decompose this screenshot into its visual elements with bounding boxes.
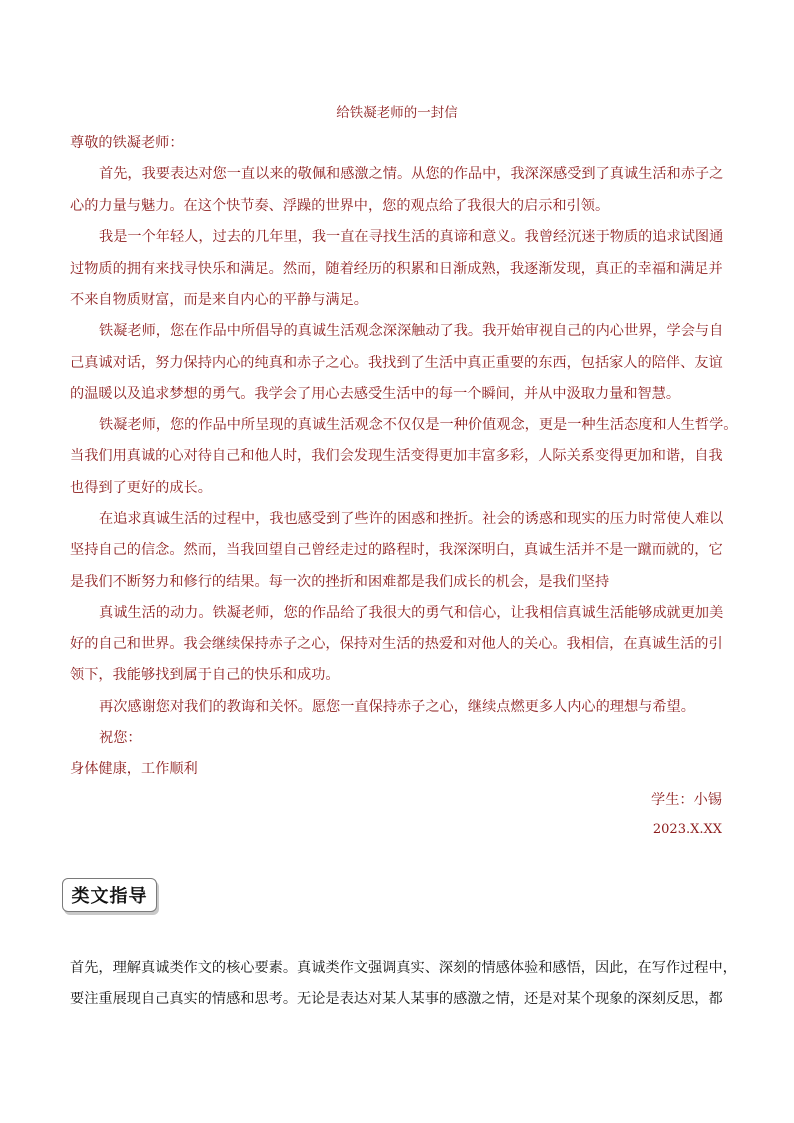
letter-line: 首先，我要表达对您一直以来的敬佩和感激之情。从您的作品中，我深深感受到了真诚生活和赤子之 — [99, 166, 724, 182]
letter-line: 再次感谢您对我们的教诲和关怀。愿您一直保持赤子之心，继续点燃更多人内心的理想与希望。 — [99, 699, 695, 715]
salutation: 尊敬的铁凝老师： — [70, 135, 184, 151]
letter-line: 真诚生活的动力。铁凝老师，您的作品给了我很大的勇气和信心，让我相信真诚生活能够成就更加美 — [99, 605, 724, 621]
guide-line: 首先，理解真诚类作文的核心要素。真诚类作文强调真实、深刻的情感体验和感悟，因此，在写作过程中， — [70, 960, 737, 976]
letter-line: 心的力量与魅力。在这个快节奏、浮躁的世界中，您的观点给了我很大的启示和引领。 — [70, 198, 610, 214]
letter-line: 当我们用真诚的心对待自己和他人时，我们会发现生活变得更加丰富多彩，人际关系变得更加和谐，自我 — [70, 448, 723, 464]
letter-line: 的温暖以及追求梦想的勇气。我学会了用心去感受生活中的每一个瞬间，并从中汲取力量和智慧。 — [70, 386, 681, 402]
letter-date: 2023.X.XX — [652, 822, 722, 837]
letter-line: 是我们不断努力和修行的结果。每一次的挫折和困难都是我们成长的机会，是我们坚持 — [70, 574, 610, 590]
letter-line: 过物质的拥有来找寻快乐和满足。然而，随着经历的积累和日渐成熟，我逐渐发现，真正的幸福和满足并 — [70, 261, 723, 277]
letter-line: 我是一个年轻人，过去的几年里，我一直在寻找生活的真谛和意义。我曾经沉迷于物质的追求试图通 — [99, 229, 724, 245]
letter-line: 铁凝老师，您在作品中所倡导的真诚生活观念深深触动了我。我开始审视自己的内心世界，学会与自 — [99, 323, 724, 339]
signature: 学生：小锡 — [651, 792, 722, 808]
letter-line: 坚持自己的信念。然而，当我回望自己曾经走过的路程时，我深深明白，真诚生活并不是一蹴而就的，它 — [70, 542, 723, 558]
section-heading: 类文指导 — [71, 886, 148, 907]
letter-line: 好的自己和世界。我会继续保持赤子之心，保持对生活的热爱和对他人的关心。我相信，在真诚生活的引 — [70, 636, 723, 652]
letter-title: 给铁凝老师的一封信 — [336, 105, 458, 121]
letter-line: 在追求真诚生活的过程中，我也感受到了些许的困惑和挫折。社会的诱惑和现实的压力时常使人难以 — [99, 511, 724, 527]
letter-line: 铁凝老师，您的作品中所呈现的真诚生活观念不仅仅是一种价值观念，更是一种生活态度和人生哲学。 — [99, 417, 738, 433]
guide-line: 要注重展现自己真实的情感和思考。无论是表达对某人某事的感激之情，还是对某个现象的深刻反思，都 — [70, 991, 723, 1007]
letter-line: 领下，我能够找到属于自己的快乐和成功。 — [70, 667, 340, 683]
letter-line: 不来自物质财富，而是来自内心的平静与满足。 — [70, 292, 368, 308]
letter-line: 也得到了更好的成长。 — [70, 480, 212, 496]
section-heading-box — [62, 878, 157, 912]
closing-greeting: 祝您： — [99, 730, 142, 746]
closing-wish: 身体健康，工作顺利 — [70, 761, 198, 777]
letter-line: 己真诚对话，努力保持内心的纯真和赤子之心。我找到了生活中真正重要的东西，包括家人的陪伴、友谊 — [70, 355, 723, 371]
